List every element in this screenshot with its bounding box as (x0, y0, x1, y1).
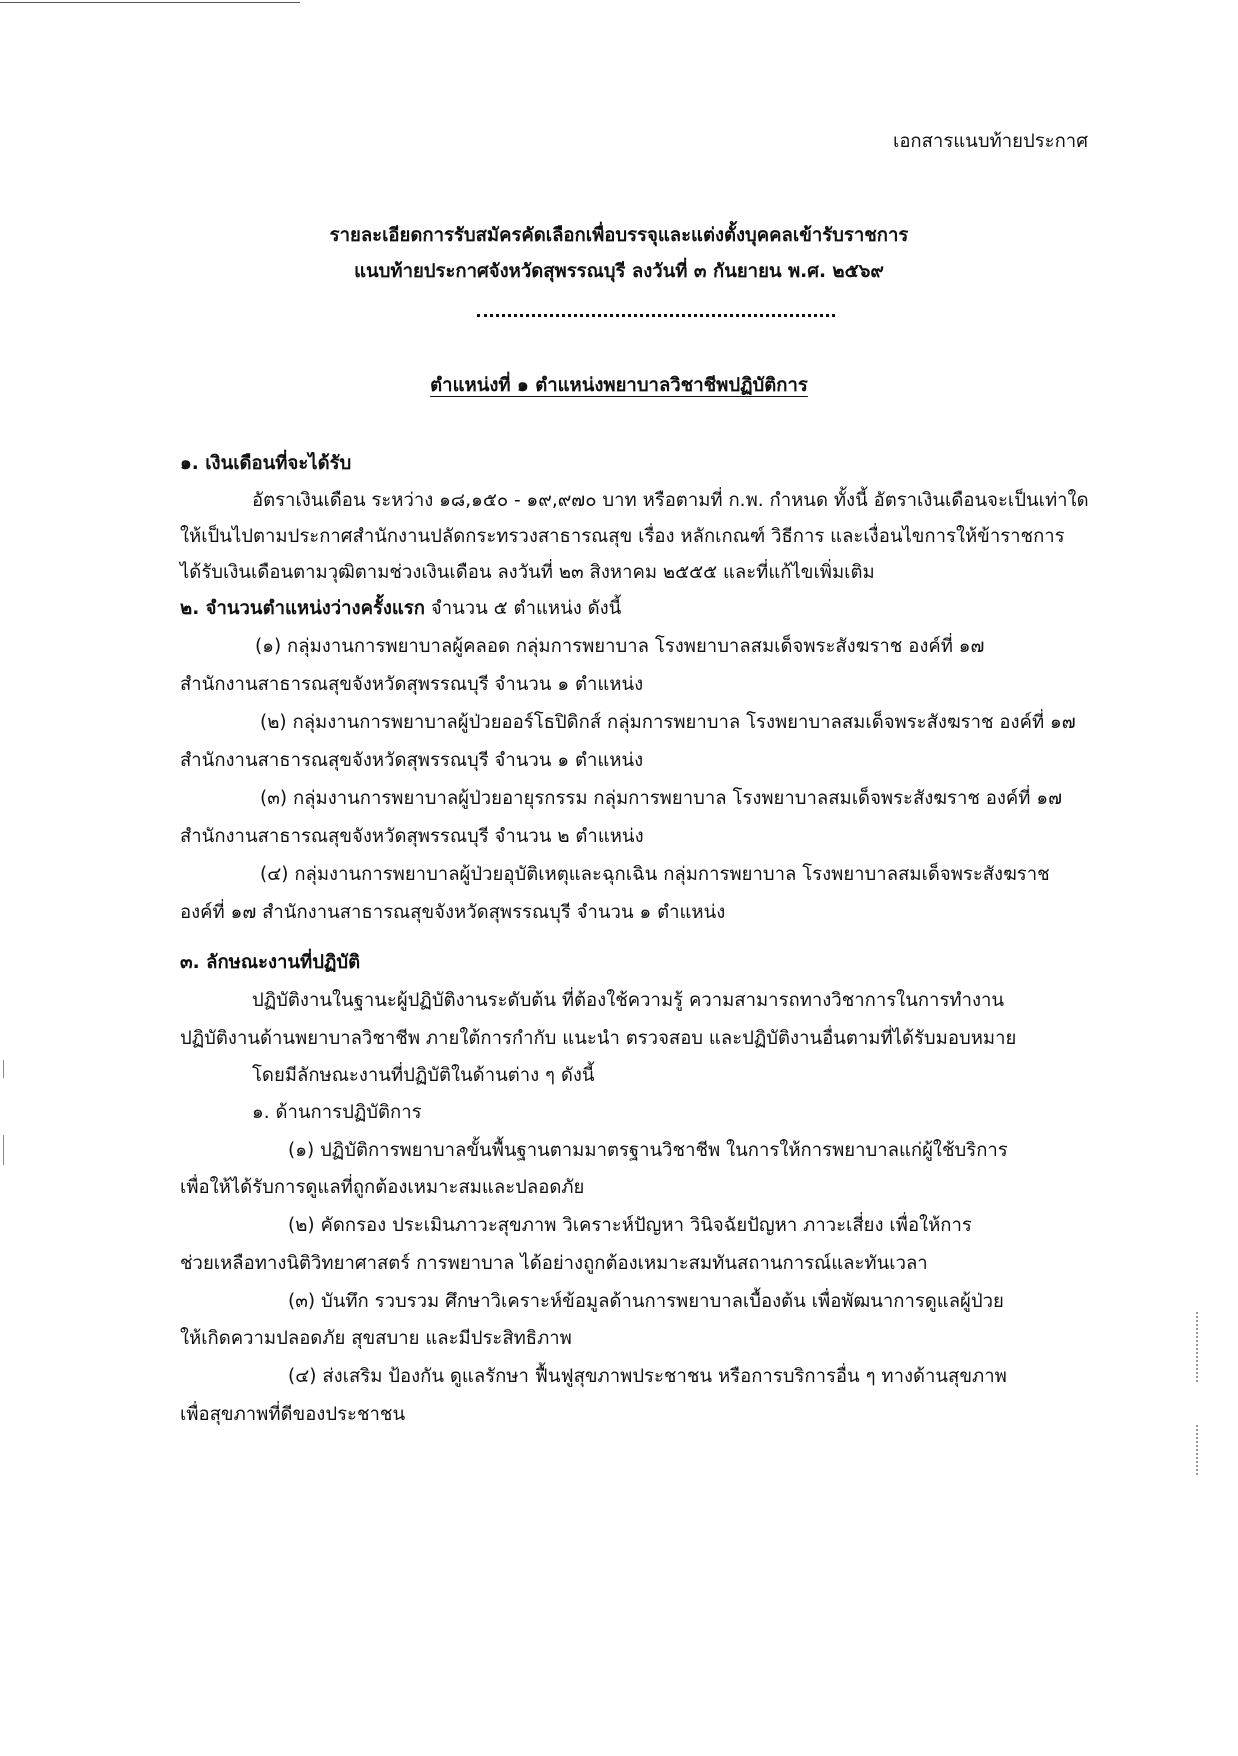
section-2-heading-line (180, 595, 621, 623)
list-item: (๔) ส่งเสริม ป้องกัน ดูแลรักษา ฟื้นฟูสุขภาพประชาชน หรือการบริการอื่น ๆ ทางด้านสุขภาพ (288, 1366, 1007, 1387)
paragraph-line: โดยมีลักษณะงานที่ปฏิบัติในด้านต่าง ๆ ดังนี้ (252, 1065, 595, 1086)
section-3-heading: ๓. ลักษณะงานที่ปฏิบัติ (180, 952, 361, 973)
paragraph-line: ปฏิบัติงานด้านพยาบาลวิชาชีพ ภายใต้การกำกับ แนะนำ ตรวจสอบ และปฏิบัติงานอื่นตามที่ได้รับมอบหมาย (180, 1028, 1017, 1049)
list-item: (๑) ปฏิบัติการพยาบาลขั้นพื้นฐานตามมาตรฐานวิชาชีพ ในการให้การพยาบาลแก่ผู้ใช้บริการ (288, 1140, 1008, 1161)
scan-edge-mark (3, 1060, 4, 1078)
list-item-continuation: สำนักงานสาธารณสุขจังหวัดสุพรรณบุรี จำนวน ๒ ตำแหน่ง (180, 826, 644, 847)
scan-dots (1196, 1425, 1200, 1475)
section-1-heading: ๑. เงินเดือนที่จะได้รับ (180, 453, 352, 474)
list-item: (๓) กลุ่มงานการพยาบาลผู้ป่วยอายุรกรรม กลุ่มการพยาบาล โรงพยาบาลสมเด็จพระสังฆราช องค์ที่ ๑๗ (260, 788, 1063, 809)
list-item-continuation: ให้เกิดความปลอดภัย สุขสบาย และมีประสิทธิภาพ (180, 1328, 572, 1349)
list-item-continuation: องค์ที่ ๑๗ สำนักงานสาธารณสุขจังหวัดสุพรรณบุรี จำนวน ๑ ตำแหน่ง (180, 902, 726, 923)
scan-edge-mark (0, 2, 300, 3)
list-item: (๒) คัดกรอง ประเมินภาวะสุขภาพ วิเคราะห์ปัญหา วินิจฉัยปัญหา ภาวะเสี่ยง เพื่อให้การ (288, 1215, 972, 1236)
paragraph-line: ปฏิบัติงานในฐานะผู้ปฏิบัติงานระดับต้น ที่ต้องใช้ความรู้ ความสามารถทางวิชาการในการทำงาน (252, 990, 1005, 1011)
list-item: (๑) กลุ่มงานการพยาบาลผู้คลอด กลุ่มการพยาบาล โรงพยาบาลสมเด็จพระสังฆราช องค์ที่ ๑๗ (255, 636, 985, 657)
list-item: (๔) กลุ่มงานการพยาบาลผู้ป่วยอุบัติเหตุและฉุกเฉิน กลุ่มการพยาบาล โรงพยาบาลสมเด็จพระสังฆราช (260, 864, 1050, 885)
list-item-continuation: เพื่อสุขภาพที่ดีของประชาชน (180, 1404, 406, 1425)
document-title-line-2: แนบท้ายประกาศจังหวัดสุพรรณบุรี ลงวันที่ ๓ กันยายน พ.ศ. ๒๕๖๙ (354, 261, 884, 282)
paragraph-line: ให้เป็นไปตามประกาศสำนักงานปลัดกระทรวงสาธารณสุข เรื่อง หลักเกณฑ์ วิธีการ และเงื่อนไขการให้ข้าราชการ (180, 526, 1065, 547)
list-item-continuation: เพื่อให้ได้รับการดูแลที่ถูกต้องเหมาะสมและปลอดภัย (180, 1177, 585, 1198)
scan-dots (1196, 1312, 1200, 1382)
section-2-heading-rest: จำนวน ๕ ตำแหน่ง ดังนี้ (425, 598, 622, 619)
attachment-label: เอกสารแนบท้ายประกาศ (893, 131, 1088, 152)
paragraph-line: ได้รับเงินเดือนตามวุฒิตามช่วงเงินเดือน ลงวันที่ ๒๓ สิงหาคม ๒๕๕๕ และที่แก้ไขเพิ่มเติม (180, 562, 875, 583)
list-item-continuation: สำนักงานสาธารณสุขจังหวัดสุพรรณบุรี จำนวน ๑ ตำแหน่ง (180, 750, 644, 771)
scan-edge-mark (3, 1135, 4, 1165)
paragraph-line: อัตราเงินเดือน ระหว่าง ๑๘,๑๕๐ - ๑๙,๙๗๐ บาท หรือตามที่ ก.พ. กำหนด ทั้งนี้ อัตราเงินเดือนจะเป็นเท่าใด (252, 490, 1089, 511)
list-item: (๒) กลุ่มงานการพยาบาลผู้ป่วยออร์โธปิดิกส์ กลุ่มการพยาบาล โรงพยาบาลสมเด็จพระสังฆราช องค์ที่ ๑๗ (260, 712, 1076, 733)
dotted-separator (477, 314, 835, 317)
list-item: (๓) บันทึก รวบรวม ศึกษาวิเคราะห์ข้อมูลด้านการพยาบาลเบื้องต้น เพื่อพัฒนาการดูแลผู้ป่วย (288, 1291, 1004, 1312)
document-title-line-1: รายละเอียดการรับสมัครคัดเลือกเพื่อบรรจุและแต่งตั้งบุคคลเข้ารับราชการ (329, 225, 909, 246)
list-item-continuation: สำนักงานสาธารณสุขจังหวัดสุพรรณบุรี จำนวน ๑ ตำแหน่ง (180, 674, 644, 695)
position-heading: ตำแหน่งที่ ๑ ตำแหน่งพยาบาลวิชาชีพปฏิบัติการ (430, 375, 808, 396)
subsection-heading: ๑. ด้านการปฏิบัติการ (252, 1102, 422, 1123)
list-item-continuation: ช่วยเหลือทางนิติวิทยาศาสตร์ การพยาบาล ได้อย่างถูกต้องเหมาะสมทันสถานการณ์และทันเวลา (180, 1253, 928, 1274)
section-2-heading: ๒. จำนวนตำแหน่งว่างครั้งแรก (180, 598, 425, 619)
